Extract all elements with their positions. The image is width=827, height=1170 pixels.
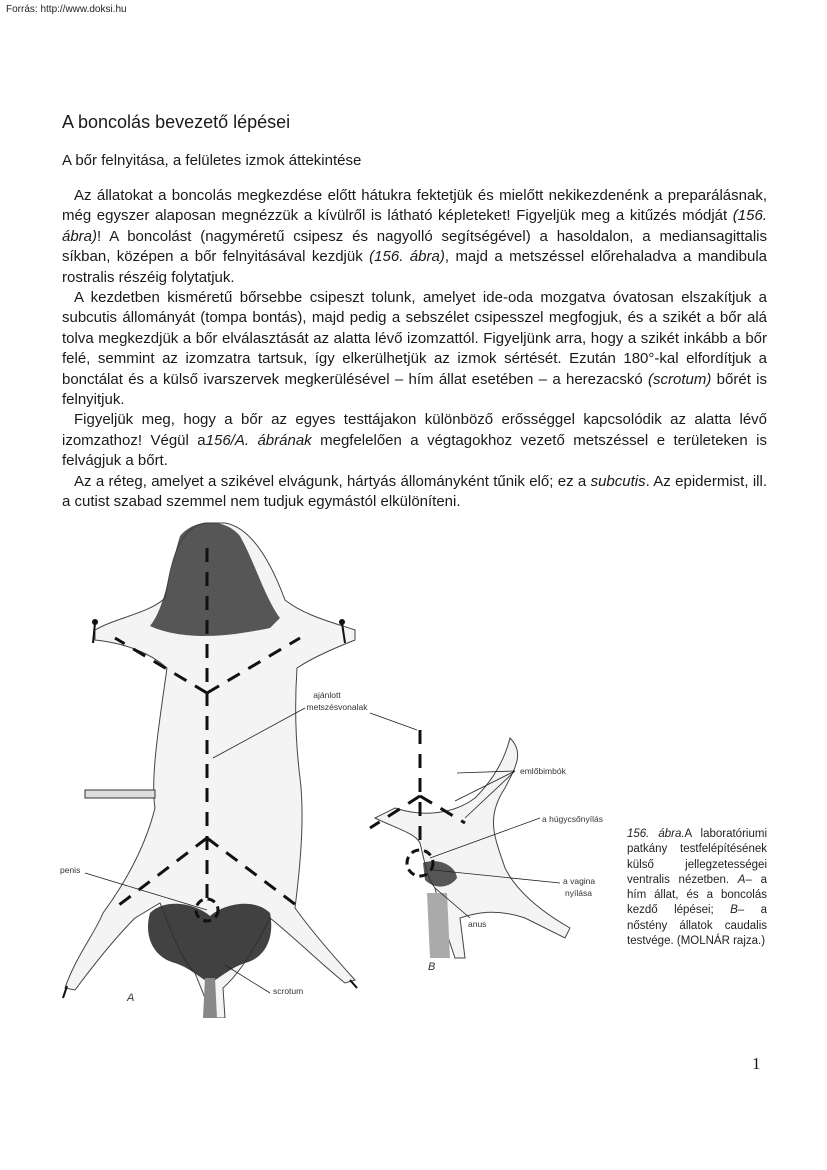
label-hugycso: a húgycsőnyílás <box>542 814 603 824</box>
text-run: ! A boncolást (nagyméretű csipesz és nagyolló segítségével) a hasoldalon, a mediansagittalis síkban, középen a bőr felnyitásával kezdjük <box>62 227 767 266</box>
label-panel-a: A <box>127 992 135 1004</box>
paragraph-2 <box>62 288 767 410</box>
term-italic: (scrotum) <box>648 370 712 388</box>
label-vagina-nyilasa: nyílása <box>565 888 592 898</box>
text-run: Az állatokat a boncolás megkezdése előtt hátukra fektetjük és mielőtt nekikezdenénk a preparálásnak, még egyszer alaposan megnézzük a kívülről is látható képleteket! Figyeljük meg a kitűzés módját <box>62 187 767 225</box>
text-run: megfelelően a végtagokhoz vezető metszéssel e területeken is felvágjuk a bőrt. <box>62 431 767 470</box>
text-run: , majd a metszéssel előrehaladva a mandibula rostralis részéig folytatjuk. <box>62 248 767 286</box>
caption-b: B <box>730 904 738 917</box>
paragraph-1 <box>62 186 767 288</box>
rat-dissection-figure <box>55 518 615 1018</box>
text-run: bőrét is felnyitjuk. <box>62 370 768 409</box>
label-scrotum: scrotum <box>273 986 304 996</box>
source-note: Forrás: http://www.doksi.hu <box>6 4 127 15</box>
body-text <box>62 186 767 513</box>
page-title: A boncolás bevezető lépései <box>62 112 291 132</box>
paragraph-4 <box>62 472 767 513</box>
label-ajanlott: ajánlott <box>313 690 341 700</box>
label-emlobimbok: emlőbimbók <box>520 766 566 776</box>
figure-caption <box>627 827 767 949</box>
section-subtitle: A bőr felnyitása, a felületes izmok áttekintése <box>62 152 362 169</box>
page-number: 1 <box>752 1054 761 1073</box>
figure-ref: (156. ábra) <box>62 207 767 245</box>
text-run: Az a réteg, amelyet a szikével elvágunk, hártyás állományként tűnik elő; ez a <box>74 472 591 490</box>
label-panel-b: B <box>428 961 436 973</box>
caption-a: A <box>737 873 746 886</box>
rat-a-drawing <box>63 523 357 1019</box>
paragraph-3 <box>62 410 767 471</box>
caption-text: A laboratóriumi patkány testfelépítésének külső jellegzetességei ventralis nézetben. <box>627 828 767 886</box>
figure-ref: (156. ábra) <box>369 248 445 266</box>
figure-ref: 156/A. ábrának <box>205 431 312 449</box>
label-vagina: a vagina <box>563 876 596 886</box>
label-metszesvonalak: metszésvonalak <box>306 702 368 712</box>
term-italic: subcutis <box>590 472 646 490</box>
label-anus: anus <box>468 919 487 929</box>
caption-text: – a nőstény állatok caudalis testvége. (MOLNÁR rajza.) <box>627 904 767 948</box>
text-run: Figyeljük meg, hogy a bőr az egyes testtájakon különböző erősséggel kapcsolódik az alatta lévő izomzathoz! Végül a <box>62 411 767 449</box>
caption-number: 156. ábra. <box>627 828 685 840</box>
text-run: A kezdetben kisméretű bőrsebbe csipeszt tolunk, amelyet ide-oda mozgatva óvatosan elszakítjuk a subcutis állományát (tompa bontás), majd pedig a sebszélet csipesszel megfogjuk, és a szikét a bőr alá tolva megkezdjük a bőr elválasztását az alatta lévő izomzattól. Figyeljünk arra, hogy a szikét inkább a bőr felé, semmint az izomzatra tartsuk, így elkerülhetjük az izmok sértését. Ezután 180°-kal elfordítjuk a bonctálat és a külső ivarszervek megkerülésével – hím állat esetében – a herezacskó <box>62 289 767 388</box>
text-run: . Az epidermist, ill. a cutist szabad szemmel nem tudjuk egymástól elkülöníteni. <box>62 472 767 511</box>
caption-text: – a hím állat, és a boncolás kezdő lépései; <box>627 873 767 917</box>
label-penis: penis <box>60 865 81 875</box>
